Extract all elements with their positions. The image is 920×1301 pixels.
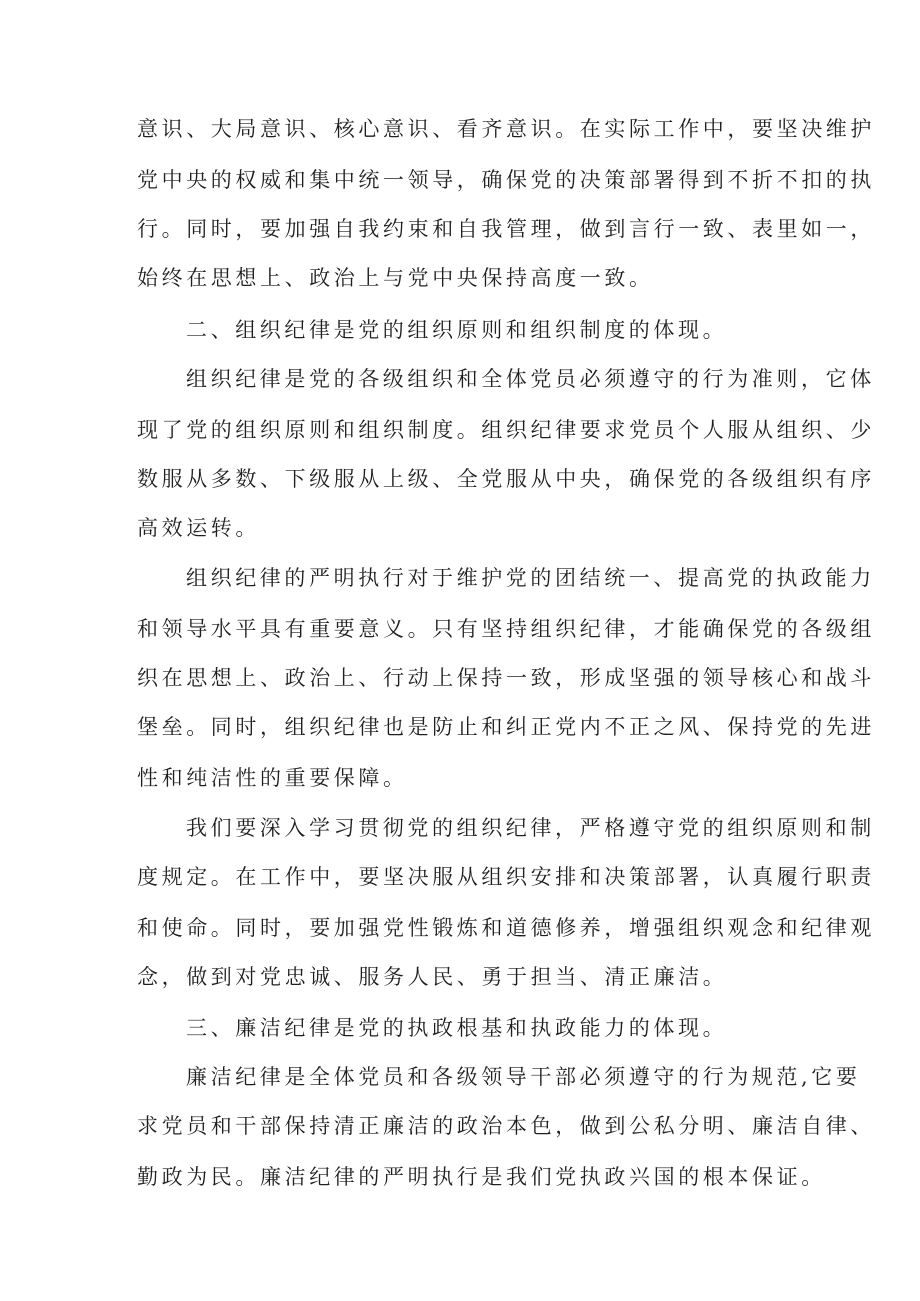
paragraph-line: 高效运转。 [137, 516, 260, 540]
paragraph-line: 堡垒。同时，组织纪律也是防止和纠正党内不正之风、保持党的先进 [137, 715, 875, 739]
paragraph-line: 和领导水平具有重要意义。只有坚持组织纪律，才能确保党的各级组 [137, 617, 875, 641]
paragraph-line: 现了党的组织原则和组织制度。组织纪律要求党员个人服从组织、少 [137, 418, 875, 442]
paragraph-line: 我们要深入学习贯彻党的组织纪律，严格遵守党的组织原则和制 [186, 816, 875, 840]
paragraph-line: 数服从多数、下级服从上级、全党服从中央，确保党的各级组织有序 [137, 467, 875, 491]
section-heading: 三、廉洁纪律是党的执政根基和执政能力的体现。 [186, 1016, 728, 1040]
paragraph-line: 组织纪律的严明执行对于维护党的团结统一、提高党的执政能力 [186, 566, 875, 590]
paragraph-line: 念，做到对党忠诚、服务人民、勇于担当、清正廉洁。 [137, 965, 728, 989]
paragraph-line: 党中央的权威和集中统一领导，确保党的决策部署得到不折不扣的执 [137, 168, 875, 192]
paragraph-line: 始终在思想上、政治上与党中央保持高度一致。 [137, 266, 654, 290]
paragraph-line: 行。同时，要加强自我约束和自我管理，做到言行一致、表里如一， [137, 217, 875, 241]
paragraph-line: 织在思想上、政治上、行动上保持一致，形成坚强的领导核心和战斗 [137, 666, 875, 690]
section-heading: 二、组织纪律是党的组织原则和组织制度的体现。 [186, 318, 728, 342]
paragraph-line: 求党员和干部保持清正廉洁的政治本色，做到公私分明、廉洁自律、 [137, 1114, 875, 1138]
paragraph-line: 廉洁纪律是全体党员和各级领导干部必须遵守的行为规范,它要 [186, 1065, 861, 1089]
paragraph-line: 度规定。在工作中，要坚决服从组织安排和决策部署，认真履行职责 [137, 865, 875, 889]
paragraph-line: 组织纪律是党的各级组织和全体党员必须遵守的行为准则，它体 [186, 367, 875, 391]
paragraph-line: 意识、大局意识、核心意识、看齐意识。在实际工作中，要坚决维护 [137, 117, 875, 141]
paragraph-line: 和使命。同时，要加强党性锻炼和道德修养，增强组织观念和纪律观 [137, 916, 875, 940]
paragraph-line: 勤政为民。廉洁纪律的严明执行是我们党执政兴国的根本保证。 [137, 1165, 826, 1189]
paragraph-line: 性和纯洁性的重要保障。 [137, 766, 408, 790]
